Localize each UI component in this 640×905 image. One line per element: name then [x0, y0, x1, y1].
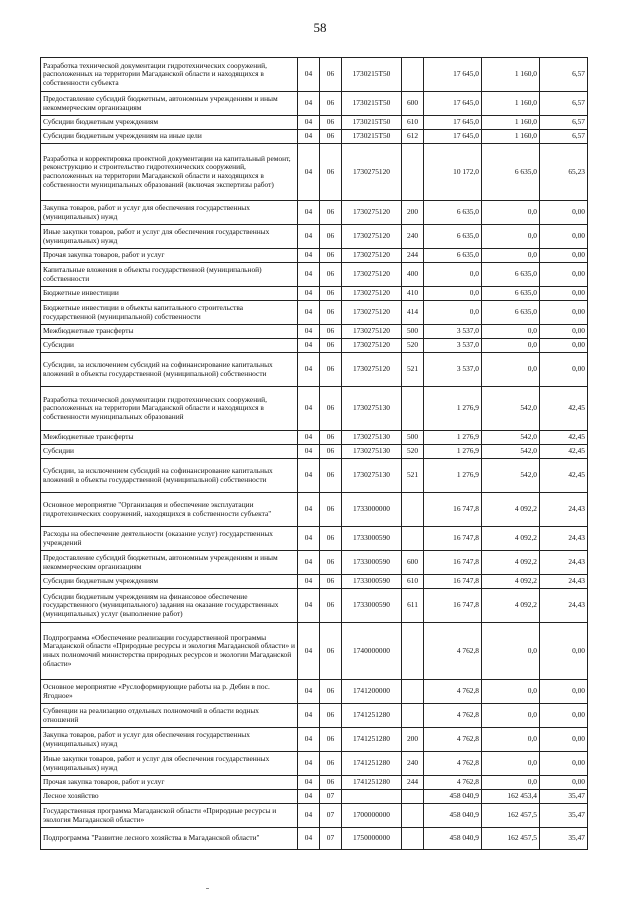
executed-amount-cell: 1 160,0 — [482, 130, 540, 144]
row-name-cell: Основное мероприятие "Организация и обеспечение эксплуатации гидротехнических сооружений, находящихся в собственности субъекта" — [41, 493, 298, 527]
section-code-cell: 04 — [298, 680, 320, 704]
row-name-cell: Основное мероприятие «Руслоформирующие работы на р. Дебин в пос. Ягодное» — [41, 680, 298, 704]
executed-amount-cell: 0,0 — [482, 680, 540, 704]
section-code-cell: 04 — [298, 130, 320, 144]
row-name-cell: Субсидии бюджетным учреждениям — [41, 116, 298, 130]
subsection-code-cell: 06 — [320, 130, 342, 144]
section-code-cell: 04 — [298, 527, 320, 551]
row-name-cell: Прочая закупка товаров, работ и услуг — [41, 776, 298, 790]
subsection-code-cell: 06 — [320, 387, 342, 431]
table-row — [41, 263, 588, 287]
row-name-cell: Межбюджетные трансферты — [41, 325, 298, 339]
executed-amount-cell: 0,0 — [482, 325, 540, 339]
table-row — [41, 527, 588, 551]
target-article-cell: 1733000590 — [342, 551, 402, 575]
row-name-cell: Разработка технической документации гидротехнических сооружений, расположенных на территории Магаданской области и находящихся в собственности муниципальных образований — [41, 387, 298, 431]
target-article-cell: 1741251280 — [342, 728, 402, 752]
page-number: 58 — [313, 20, 327, 35]
subsection-code-cell: 06 — [320, 680, 342, 704]
execution-percent-cell: 0,00 — [540, 728, 588, 752]
approved-amount-cell: 16 747,8 — [424, 575, 482, 589]
execution-percent-cell: 0,00 — [540, 704, 588, 728]
table-row — [41, 804, 588, 828]
approved-amount-cell: 16 747,8 — [424, 493, 482, 527]
executed-amount-cell: 4 092,2 — [482, 575, 540, 589]
execution-percent-cell: 35,47 — [540, 790, 588, 804]
row-name-cell: Закупка товаров, работ и услуг для обеспечения государственных (муниципальных) нужд — [41, 728, 298, 752]
target-article-cell: 1730275120 — [342, 249, 402, 263]
subsection-code-cell: 06 — [320, 201, 342, 225]
table-row — [41, 249, 588, 263]
section-code-cell: 04 — [298, 225, 320, 249]
target-article-cell: 1730275120 — [342, 301, 402, 325]
subsection-code-cell: 06 — [320, 249, 342, 263]
section-code-cell: 04 — [298, 551, 320, 575]
target-article-cell: 1730275120 — [342, 287, 402, 301]
approved-amount-cell: 6 635,0 — [424, 201, 482, 225]
target-article-cell: 1730275130 — [342, 445, 402, 459]
executed-amount-cell: 0,0 — [482, 201, 540, 225]
expense-type-cell: 414 — [402, 301, 424, 325]
execution-percent-cell: 0,00 — [540, 201, 588, 225]
expense-type-cell: 520 — [402, 339, 424, 353]
approved-amount-cell: 16 747,8 — [424, 589, 482, 623]
table-row — [41, 551, 588, 575]
table-row — [41, 828, 588, 850]
table-row — [41, 623, 588, 680]
execution-percent-cell: 24,43 — [540, 493, 588, 527]
row-name-cell: Иные закупки товаров, работ и услуг для обеспечения государственных (муниципальных) нужд — [41, 752, 298, 776]
subsection-code-cell: 07 — [320, 804, 342, 828]
approved-amount-cell: 17 645,0 — [424, 130, 482, 144]
executed-amount-cell: 0,0 — [482, 728, 540, 752]
target-article-cell: 1730215Т50 — [342, 58, 402, 92]
table-row — [41, 116, 588, 130]
expense-type-cell: 600 — [402, 551, 424, 575]
executed-amount-cell: 0,0 — [482, 225, 540, 249]
expense-type-cell: 610 — [402, 116, 424, 130]
expense-type-cell — [402, 493, 424, 527]
execution-percent-cell: 0,00 — [540, 623, 588, 680]
section-code-cell: 04 — [298, 201, 320, 225]
expense-type-cell: 400 — [402, 263, 424, 287]
scan-mark — [206, 888, 209, 889]
subsection-code-cell: 06 — [320, 752, 342, 776]
target-article-cell: 1733000590 — [342, 589, 402, 623]
target-article-cell: 1733000590 — [342, 575, 402, 589]
approved-amount-cell: 3 537,0 — [424, 339, 482, 353]
executed-amount-cell: 6 635,0 — [482, 263, 540, 287]
table-row — [41, 728, 588, 752]
expense-type-cell: 521 — [402, 459, 424, 493]
row-name-cell: Иные закупки товаров, работ и услуг для обеспечения государственных (муниципальных) нужд — [41, 225, 298, 249]
row-name-cell: Расходы на обеспечение деятельности (оказание услуг) государственных учреждений — [41, 527, 298, 551]
row-name-cell: Субсидии бюджетным учреждениям на финансовое обеспечение государственного (муниципального) задания на оказание государственных (муниципальных) услуг (выполнение работ) — [41, 589, 298, 623]
row-name-cell: Прочая закупка товаров, работ и услуг — [41, 249, 298, 263]
execution-percent-cell: 6,57 — [540, 92, 588, 116]
approved-amount-cell: 458 040,9 — [424, 804, 482, 828]
expense-type-cell: 612 — [402, 130, 424, 144]
subsection-code-cell: 06 — [320, 144, 342, 201]
execution-percent-cell: 0,00 — [540, 249, 588, 263]
execution-percent-cell: 0,00 — [540, 301, 588, 325]
executed-amount-cell: 0,0 — [482, 752, 540, 776]
subsection-code-cell: 06 — [320, 263, 342, 287]
executed-amount-cell: 542,0 — [482, 445, 540, 459]
section-code-cell: 04 — [298, 589, 320, 623]
execution-percent-cell: 24,43 — [540, 589, 588, 623]
subsection-code-cell: 06 — [320, 58, 342, 92]
subsection-code-cell: 06 — [320, 445, 342, 459]
table-row — [41, 353, 588, 387]
row-name-cell: Субсидии — [41, 339, 298, 353]
row-name-cell: Субсидии — [41, 445, 298, 459]
executed-amount-cell: 1 160,0 — [482, 116, 540, 130]
expense-type-cell: 500 — [402, 325, 424, 339]
approved-amount-cell: 4 762,8 — [424, 623, 482, 680]
target-article-cell: 1741251280 — [342, 752, 402, 776]
row-name-cell: Подпрограмма «Обеспечение реализации государственной программы Магаданской области «Природные ресурсы и экология Магаданской области» и иных полномочий министерства природных ресурсов и экологии Магаданской области» — [41, 623, 298, 680]
approved-amount-cell: 1 276,9 — [424, 387, 482, 431]
approved-amount-cell: 458 040,9 — [424, 828, 482, 850]
table-row — [41, 680, 588, 704]
table-row — [41, 92, 588, 116]
approved-amount-cell: 4 762,8 — [424, 680, 482, 704]
executed-amount-cell: 542,0 — [482, 459, 540, 493]
execution-percent-cell: 42,45 — [540, 387, 588, 431]
row-name-cell: Субсидии, за исключением субсидий на софинансирование капитальных вложений в объекты государственной (муниципальной) собственности — [41, 459, 298, 493]
table-row — [41, 287, 588, 301]
execution-percent-cell: 0,00 — [540, 353, 588, 387]
expense-type-cell: 600 — [402, 92, 424, 116]
execution-percent-cell: 0,00 — [540, 263, 588, 287]
execution-percent-cell: 6,57 — [540, 116, 588, 130]
expense-type-cell: 520 — [402, 445, 424, 459]
target-article-cell: 1741200000 — [342, 680, 402, 704]
executed-amount-cell: 162 457,5 — [482, 804, 540, 828]
table-row — [41, 130, 588, 144]
approved-amount-cell: 1 276,9 — [424, 431, 482, 445]
execution-percent-cell: 0,00 — [540, 752, 588, 776]
subsection-code-cell: 07 — [320, 790, 342, 804]
approved-amount-cell: 16 747,8 — [424, 551, 482, 575]
row-name-cell: Субсидии бюджетным учреждениям — [41, 575, 298, 589]
section-code-cell: 04 — [298, 804, 320, 828]
row-name-cell: Предоставление субсидий бюджетным, автономным учреждениям и иным некоммерческим организациям — [41, 92, 298, 116]
target-article-cell: 1730275130 — [342, 387, 402, 431]
target-article-cell: 1730275120 — [342, 263, 402, 287]
approved-amount-cell: 0,0 — [424, 287, 482, 301]
row-name-cell: Межбюджетные трансферты — [41, 431, 298, 445]
section-code-cell: 04 — [298, 728, 320, 752]
row-name-cell: Государственная программа Магаданской области «Природные ресурсы и экология Магаданской области» — [41, 804, 298, 828]
executed-amount-cell: 4 092,2 — [482, 527, 540, 551]
target-article-cell: 1730275120 — [342, 225, 402, 249]
approved-amount-cell: 4 762,8 — [424, 704, 482, 728]
subsection-code-cell: 07 — [320, 828, 342, 850]
row-name-cell: Лесное хозяйство — [41, 790, 298, 804]
expense-type-cell — [402, 704, 424, 728]
table-row — [41, 301, 588, 325]
executed-amount-cell: 0,0 — [482, 353, 540, 387]
table-row — [41, 387, 588, 431]
section-code-cell: 04 — [298, 325, 320, 339]
section-code-cell: 04 — [298, 459, 320, 493]
expense-type-cell: 244 — [402, 249, 424, 263]
section-code-cell: 04 — [298, 287, 320, 301]
approved-amount-cell: 458 040,9 — [424, 790, 482, 804]
execution-percent-cell: 42,45 — [540, 459, 588, 493]
table-row — [41, 459, 588, 493]
row-name-cell: Разработка и корректировка проектной документации на капитальный ремонт, реконструкцию и строительство гидротехнических сооружений, расположенных на территории Магаданской области и находящихся в собственности муниципальных образований (включая экспертизы работ) — [41, 144, 298, 201]
executed-amount-cell: 4 092,2 — [482, 493, 540, 527]
executed-amount-cell: 0,0 — [482, 249, 540, 263]
approved-amount-cell: 4 762,8 — [424, 728, 482, 752]
subsection-code-cell: 06 — [320, 116, 342, 130]
target-article-cell: 1730275120 — [342, 353, 402, 387]
section-code-cell: 04 — [298, 116, 320, 130]
approved-amount-cell: 17 645,0 — [424, 116, 482, 130]
approved-amount-cell: 0,0 — [424, 301, 482, 325]
subsection-code-cell: 06 — [320, 623, 342, 680]
approved-amount-cell: 1 276,9 — [424, 445, 482, 459]
executed-amount-cell: 0,0 — [482, 776, 540, 790]
executed-amount-cell: 542,0 — [482, 431, 540, 445]
target-article-cell: 1730275120 — [342, 339, 402, 353]
target-article-cell: 1730275120 — [342, 201, 402, 225]
table-row — [41, 144, 588, 201]
table-row — [41, 431, 588, 445]
expense-type-cell — [402, 387, 424, 431]
target-article-cell: 1730275120 — [342, 325, 402, 339]
expense-type-cell — [402, 58, 424, 92]
row-name-cell: Закупка товаров, работ и услуг для обеспечения государственных (муниципальных) нужд — [41, 201, 298, 225]
target-article-cell: 1733000000 — [342, 493, 402, 527]
section-code-cell: 04 — [298, 493, 320, 527]
approved-amount-cell: 1 276,9 — [424, 459, 482, 493]
execution-percent-cell: 6,57 — [540, 130, 588, 144]
table-row — [41, 201, 588, 225]
subsection-code-cell: 06 — [320, 728, 342, 752]
expense-type-cell: 200 — [402, 201, 424, 225]
expense-type-cell — [402, 144, 424, 201]
table-row — [41, 493, 588, 527]
target-article-cell: 1730275120 — [342, 144, 402, 201]
approved-amount-cell: 16 747,8 — [424, 527, 482, 551]
approved-amount-cell: 3 537,0 — [424, 353, 482, 387]
expense-type-cell — [402, 623, 424, 680]
subsection-code-cell: 06 — [320, 527, 342, 551]
executed-amount-cell: 6 635,0 — [482, 144, 540, 201]
approved-amount-cell: 17 645,0 — [424, 92, 482, 116]
executed-amount-cell: 542,0 — [482, 387, 540, 431]
executed-amount-cell: 0,0 — [482, 339, 540, 353]
execution-percent-cell: 42,45 — [540, 445, 588, 459]
section-code-cell: 04 — [298, 339, 320, 353]
expense-type-cell: 521 — [402, 353, 424, 387]
row-name-cell: Предоставление субсидий бюджетным, автономным учреждениям и иным некоммерческим организациям — [41, 551, 298, 575]
section-code-cell: 04 — [298, 776, 320, 790]
row-name-cell: Субсидии бюджетным учреждениям на иные цели — [41, 130, 298, 144]
row-name-cell: Разработка технической документации гидротехнических сооружений, расположенных на территории Магаданской области и находящихся в собственности субъекта — [41, 58, 298, 92]
execution-percent-cell: 42,45 — [540, 431, 588, 445]
target-article-cell: 1750000000 — [342, 828, 402, 850]
expense-type-cell: 240 — [402, 752, 424, 776]
table-row — [41, 776, 588, 790]
table-row — [41, 589, 588, 623]
subsection-code-cell: 06 — [320, 459, 342, 493]
execution-percent-cell: 35,47 — [540, 804, 588, 828]
execution-percent-cell: 0,00 — [540, 339, 588, 353]
section-code-cell: 04 — [298, 445, 320, 459]
approved-amount-cell: 6 635,0 — [424, 249, 482, 263]
approved-amount-cell: 10 172,0 — [424, 144, 482, 201]
table-row — [41, 752, 588, 776]
expense-type-cell: 610 — [402, 575, 424, 589]
executed-amount-cell: 1 160,0 — [482, 92, 540, 116]
target-article-cell: 1741251280 — [342, 776, 402, 790]
executed-amount-cell: 6 635,0 — [482, 301, 540, 325]
subsection-code-cell: 06 — [320, 225, 342, 249]
section-code-cell: 04 — [298, 249, 320, 263]
row-name-cell: Бюджетные инвестиции — [41, 287, 298, 301]
row-name-cell: Бюджетные инвестиции в объекты капитального строительства государственной (муниципальной) собственности — [41, 301, 298, 325]
subsection-code-cell: 06 — [320, 493, 342, 527]
expense-type-cell: 500 — [402, 431, 424, 445]
approved-amount-cell: 17 645,0 — [424, 58, 482, 92]
subsection-code-cell: 06 — [320, 551, 342, 575]
subsection-code-cell: 06 — [320, 325, 342, 339]
approved-amount-cell: 4 762,8 — [424, 752, 482, 776]
section-code-cell: 04 — [298, 353, 320, 387]
subsection-code-cell: 06 — [320, 575, 342, 589]
table-row — [41, 445, 588, 459]
execution-percent-cell: 0,00 — [540, 287, 588, 301]
subsection-code-cell: 06 — [320, 339, 342, 353]
section-code-cell: 04 — [298, 704, 320, 728]
approved-amount-cell: 3 537,0 — [424, 325, 482, 339]
row-name-cell: Подпрограмма "Развитие лесного хозяйства в Магаданской области" — [41, 828, 298, 850]
table-row — [41, 225, 588, 249]
table-row — [41, 339, 588, 353]
execution-percent-cell: 65,23 — [540, 144, 588, 201]
expense-type-cell — [402, 804, 424, 828]
subsection-code-cell: 06 — [320, 287, 342, 301]
target-article-cell: 1730275130 — [342, 431, 402, 445]
executed-amount-cell: 0,0 — [482, 623, 540, 680]
target-article-cell — [342, 790, 402, 804]
row-name-cell: Субвенции на реализацию отдельных полномочий в области водных отношений — [41, 704, 298, 728]
section-code-cell: 04 — [298, 623, 320, 680]
execution-percent-cell: 0,00 — [540, 776, 588, 790]
approved-amount-cell: 4 762,8 — [424, 776, 482, 790]
executed-amount-cell: 1 160,0 — [482, 58, 540, 92]
executed-amount-cell: 162 453,4 — [482, 790, 540, 804]
section-code-cell: 04 — [298, 752, 320, 776]
target-article-cell: 1730215Т50 — [342, 92, 402, 116]
execution-percent-cell: 0,00 — [540, 325, 588, 339]
executed-amount-cell: 4 092,2 — [482, 551, 540, 575]
budget-table — [40, 57, 588, 850]
expense-type-cell: 200 — [402, 728, 424, 752]
subsection-code-cell: 06 — [320, 589, 342, 623]
target-article-cell: 1733000590 — [342, 527, 402, 551]
expense-type-cell — [402, 828, 424, 850]
subsection-code-cell: 06 — [320, 301, 342, 325]
target-article-cell: 1730275130 — [342, 459, 402, 493]
section-code-cell: 04 — [298, 58, 320, 92]
row-name-cell: Капитальные вложения в объекты государственной (муниципальной) собственности — [41, 263, 298, 287]
execution-percent-cell: 0,00 — [540, 680, 588, 704]
subsection-code-cell: 06 — [320, 704, 342, 728]
section-code-cell: 04 — [298, 92, 320, 116]
section-code-cell: 04 — [298, 828, 320, 850]
executed-amount-cell: 162 457,5 — [482, 828, 540, 850]
section-code-cell: 04 — [298, 301, 320, 325]
section-code-cell: 04 — [298, 575, 320, 589]
execution-percent-cell: 35,47 — [540, 828, 588, 850]
expense-type-cell — [402, 527, 424, 551]
table-row — [41, 704, 588, 728]
approved-amount-cell: 0,0 — [424, 263, 482, 287]
expense-type-cell: 240 — [402, 225, 424, 249]
target-article-cell: 1700000000 — [342, 804, 402, 828]
execution-percent-cell: 24,43 — [540, 551, 588, 575]
subsection-code-cell: 06 — [320, 92, 342, 116]
section-code-cell: 04 — [298, 431, 320, 445]
table-row — [41, 790, 588, 804]
executed-amount-cell: 4 092,2 — [482, 589, 540, 623]
expense-type-cell — [402, 790, 424, 804]
section-code-cell: 04 — [298, 144, 320, 201]
execution-percent-cell: 24,43 — [540, 527, 588, 551]
subsection-code-cell: 06 — [320, 431, 342, 445]
approved-amount-cell: 6 635,0 — [424, 225, 482, 249]
target-article-cell: 1741251280 — [342, 704, 402, 728]
execution-percent-cell: 24,43 — [540, 575, 588, 589]
section-code-cell: 04 — [298, 790, 320, 804]
execution-percent-cell: 6,57 — [540, 58, 588, 92]
target-article-cell: 1730215Т50 — [342, 130, 402, 144]
row-name-cell: Субсидии, за исключением субсидий на софинансирование капитальных вложений в объекты государственной (муниципальной) собственности — [41, 353, 298, 387]
section-code-cell: 04 — [298, 387, 320, 431]
expense-type-cell — [402, 680, 424, 704]
table-row — [41, 58, 588, 92]
executed-amount-cell: 6 635,0 — [482, 287, 540, 301]
target-article-cell: 1730215Т50 — [342, 116, 402, 130]
subsection-code-cell: 06 — [320, 353, 342, 387]
expense-type-cell: 244 — [402, 776, 424, 790]
expense-type-cell: 410 — [402, 287, 424, 301]
subsection-code-cell: 06 — [320, 776, 342, 790]
table-row — [41, 575, 588, 589]
section-code-cell: 04 — [298, 263, 320, 287]
execution-percent-cell: 0,00 — [540, 225, 588, 249]
executed-amount-cell: 0,0 — [482, 704, 540, 728]
expense-type-cell: 611 — [402, 589, 424, 623]
table-row — [41, 325, 588, 339]
target-article-cell: 1740000000 — [342, 623, 402, 680]
